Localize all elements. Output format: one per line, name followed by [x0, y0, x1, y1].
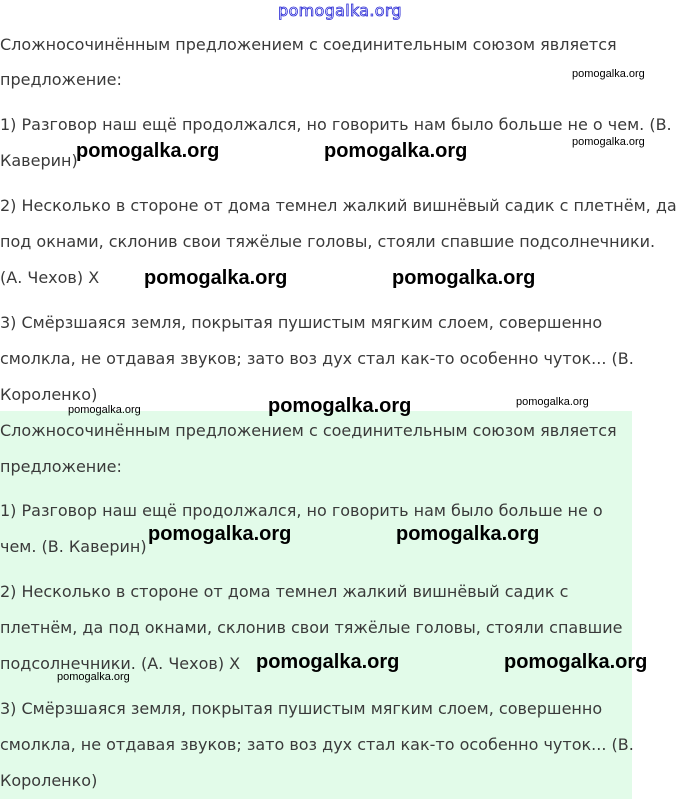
- upper-option-1-line-2: Каверин): [0, 151, 78, 170]
- lower-option-3-line-3: Короленко): [0, 771, 98, 790]
- watermark: pomogalka.org: [504, 651, 648, 673]
- upper-option-2-line-1: 2) Несколько в стороне от дома темнел жалкий вишнёвый садик с плетнём, да: [0, 196, 677, 215]
- watermark: pomogalka.org: [572, 68, 645, 80]
- watermark: pomogalka.org: [148, 523, 292, 545]
- watermark: pomogalka.org: [572, 136, 645, 148]
- upper-question-line-1: Сложносочинённым предложением с соединительным союзом является: [0, 35, 617, 54]
- upper-option-3-line-3: Короленко): [0, 385, 98, 404]
- top-watermark: pomogalka.org: [278, 1, 402, 20]
- watermark: pomogalka.org: [324, 140, 468, 162]
- watermark: pomogalka.org: [57, 671, 130, 683]
- upper-option-3-line-1: 3) Смёрзшаяся земля, покрытая пушистым мягким слоем, совершенно: [0, 313, 603, 332]
- lower-question-line-2: предложение:: [0, 457, 122, 476]
- upper-option-2-line-3: (А. Чехов) Х: [0, 268, 100, 287]
- watermark: pomogalka.org: [76, 140, 220, 162]
- lower-question-line-1: Сложносочинённым предложением с соединительным союзом является: [0, 421, 617, 440]
- watermark: pomogalka.org: [392, 267, 536, 289]
- upper-option-2-line-2: под окнами, склонив свои тяжёлые головы, стояли спавшие подсолнечники.: [0, 232, 656, 251]
- watermark: pomogalka.org: [396, 523, 540, 545]
- lower-option-2-line-3: подсолнечники. (А. Чехов) Х: [0, 654, 241, 673]
- watermark: pomogalka.org: [268, 395, 412, 417]
- lower-option-2-line-2: плетнём, да под окнами, склонив свои тяжёлые головы, стояли спавшие: [0, 618, 623, 637]
- upper-option-1-line-1: 1) Разговор наш ещё продолжался, но говорить нам было больше не о чем. (В.: [0, 115, 672, 134]
- watermark: pomogalka.org: [516, 396, 589, 408]
- lower-option-2-line-1: 2) Несколько в стороне от дома темнел жалкий вишнёвый садик с: [0, 582, 569, 601]
- watermark: pomogalka.org: [256, 651, 400, 673]
- upper-option-3-line-2: смолкла, не отдавая звуков; зато воз дух стал как-то особенно чуток... (В.: [0, 349, 634, 368]
- lower-option-1-line-2: чем. (В. Каверин): [0, 537, 147, 556]
- watermark: pomogalka.org: [68, 404, 141, 416]
- lower-option-1-line-1: 1) Разговор наш ещё продолжался, но говорить нам было больше не о: [0, 501, 603, 520]
- upper-question-line-2: предложение:: [0, 70, 122, 89]
- lower-option-3-line-1: 3) Смёрзшаяся земля, покрытая пушистым мягким слоем, совершенно: [0, 699, 603, 718]
- watermark: pomogalka.org: [144, 267, 288, 289]
- lower-option-3-line-2: смолкла, не отдавая звуков; зато воз дух стал как-то особенно чуток... (В.: [0, 735, 634, 754]
